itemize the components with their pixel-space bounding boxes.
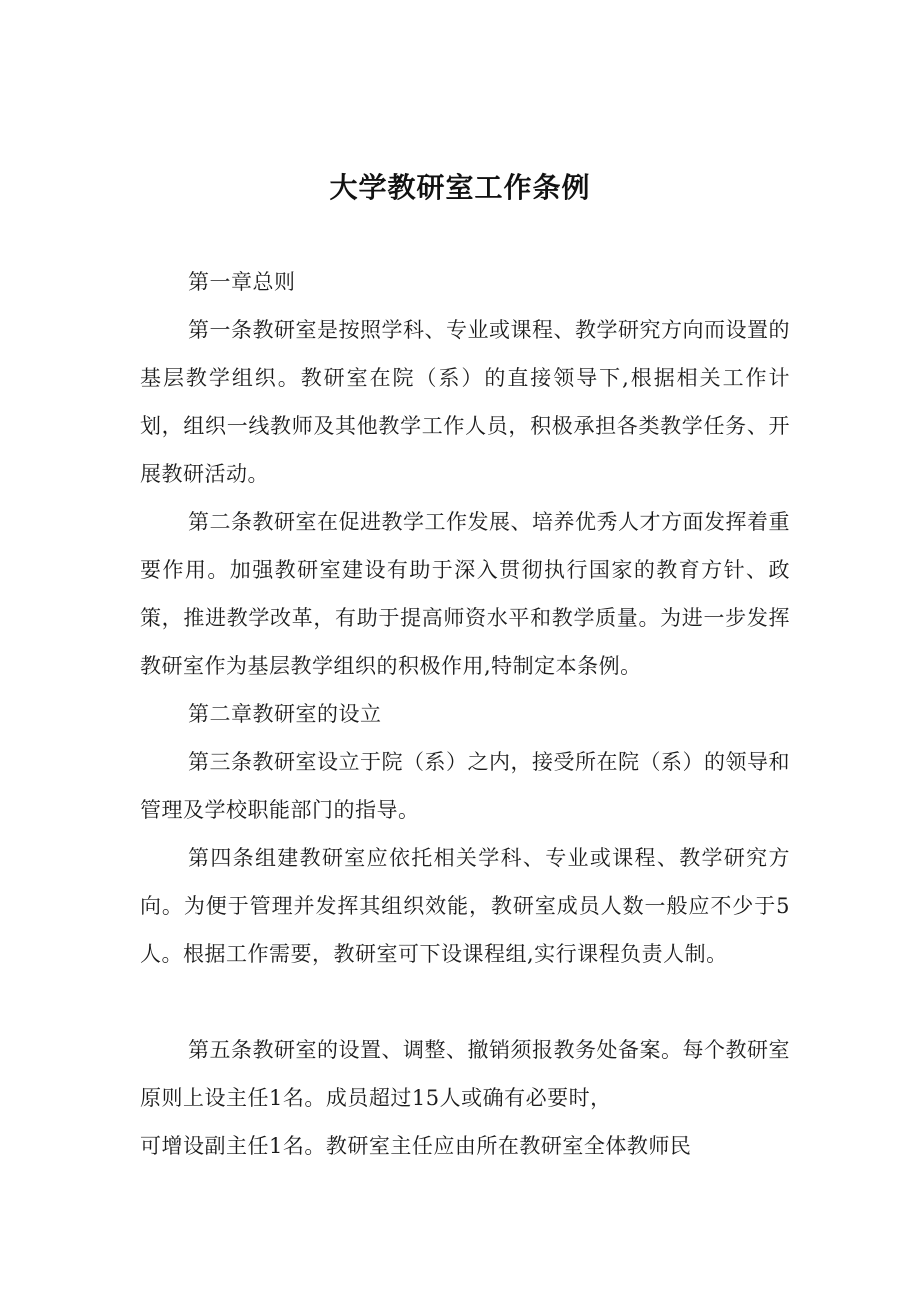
article-5-continuation: 可增设副主任1名。教研室主任应由所在教研室全体教师民 — [140, 1134, 692, 1158]
chapter-heading-2: 第二章教研室的设立 — [188, 702, 382, 726]
article-2: 第二条教研室在促进教学工作发展、培养优秀人才方面发挥着重要作用。加强教研室建设有助于深入贯彻执行国家的教育方针、政策，推进教学改革，有助于提高师资水平和教学质量。为进一步发挥教研室作为基层教学组织的积极作用,特制定本条例。 — [140, 510, 790, 678]
article-1: 第一条教研室是按照学科、专业或课程、教学研究方向而设置的基层教学组织。教研室在院（系）的直接领导下,根据相关工作计划，组织一线教师及其他教学工作人员，积极承担各类教学任务、开展教研活动。 — [140, 318, 790, 486]
article-4: 第四条组建教研室应依托相关学科、专业或课程、教学研究方向。为便于管理并发挥其组织效能，教研室成员人数一般应不少于5人。根据工作需要，教研室可下设课程组,实行课程负责人制。 — [140, 846, 790, 966]
article-5: 第五条教研室的设置、调整、撤销须报教务处备案。每个教研室原则上设主任1名。成员超过15人或确有必要时， — [140, 1038, 790, 1110]
document-title: 大学教研室工作条例 — [329, 171, 591, 204]
chapter-heading-1: 第一章总则 — [188, 270, 296, 294]
article-3: 第三条教研室设立于院（系）之内，接受所在院（系）的领导和管理及学校职能部门的指导。 — [140, 750, 790, 822]
